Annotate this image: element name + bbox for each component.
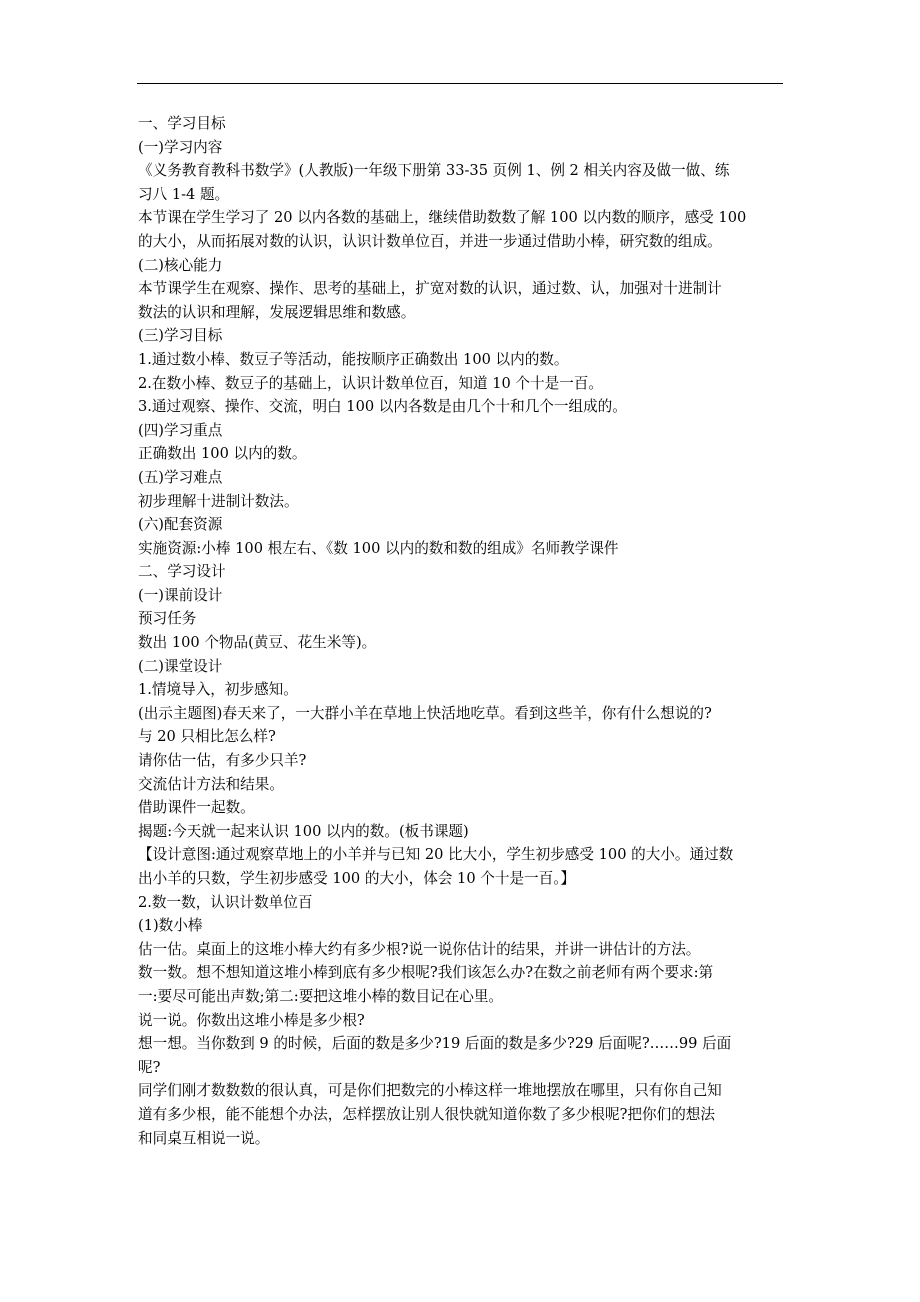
subheading-pre-class: (一)课前设计 [138, 586, 223, 604]
subheading-resources: (六)配套资源 [138, 516, 223, 534]
paragraph-counting-requirements [138, 961, 784, 1008]
text-line: 道有多少根，能不能想个办法，怎样摆放让别人很快就知道你数了多少根呢?把你们的想法 [138, 1105, 715, 1123]
text-line: 估一估。桌面上的这堆小棒大约有多少根?说一说你估计的结果，并讲一讲估计的方法。 [138, 940, 701, 958]
paragraph-textbook-reference [138, 159, 784, 206]
text-line: 借助课件一起数。 [138, 799, 255, 817]
objective-item: 3.通过观察、操作、交流，明白 100 以内各数是由几个十和几个一组成的。 [138, 398, 627, 416]
paragraph-think [138, 1032, 784, 1079]
paragraph-scene-intro [138, 702, 784, 749]
text-line: 【设计意图:通过观察草地上的小羊并与已知 20 比大小，学生初步感受 100 的大小。通过数 [138, 846, 734, 864]
text-line: 与 20 只相比怎么样? [138, 728, 276, 746]
objective-item: 2.在数小棒、数豆子的基础上，认识计数单位百，知道 10 个十是一百。 [138, 374, 603, 392]
text-line: (出示主题图)春天来了，一大群小羊在草地上快活地吃草。看到这些羊，你有什么想说的? [138, 704, 712, 722]
text-line: 的大小，从而拓展对数的认识，认识计数单位百，并进一步通过借助小棒，研究数的组成。 [138, 232, 722, 250]
objective-item: 1.通过数小棒、数豆子等活动，能按顺序正确数出 100 以内的数。 [138, 350, 569, 368]
subheading-key-points: (四)学习重点 [138, 421, 223, 439]
text-line: 请你估一估，有多少只羊? [138, 752, 307, 770]
text-line: 出小羊的只数，学生初步感受 100 的大小，体会 10 个十是一百。】 [138, 870, 576, 887]
step-heading: 2.数一数，认识计数单位百 [138, 893, 313, 911]
subheading-learning-content: (一)学习内容 [138, 138, 223, 156]
header-rule [137, 83, 783, 84]
text-line: 说一说。你数出这堆小棒是多少根? [138, 1011, 365, 1029]
heading-learning-goals: 一、学习目标 [138, 115, 226, 132]
document-body [138, 112, 784, 1150]
text-line: 揭题:今天就一起来认识 100 以内的数。(板书课题) [138, 822, 469, 840]
subheading-difficulties: (五)学习难点 [138, 468, 223, 486]
heading-learning-design: 二、学习设计 [138, 563, 226, 581]
text-line: 数一数。想不想知道这堆小棒到底有多少根呢?我们该怎么办?在数之前老师有两个要求:第 [138, 964, 714, 982]
text-line: 一:要尽可能出声数;第二:要把这堆小棒的数目记在心里。 [138, 987, 504, 1005]
text-line: 正确数出 100 以内的数。 [138, 445, 307, 463]
paragraph-arrangement [138, 1079, 784, 1150]
text-line: 预习任务 [138, 610, 197, 628]
subheading-objectives: (三)学习目标 [138, 327, 223, 345]
text-line: 习八 1-4 题。 [138, 185, 230, 203]
text-line: 数法的认识和理解，发展逻辑思维和数感。 [138, 303, 416, 321]
text-line: 想一想。当你数到 9 的时候，后面的数是多少?19 后面的数是多少?29 后面呢?……99 后面 [138, 1035, 732, 1053]
text-line: 初步理解十进制计数法。 [138, 492, 299, 510]
paragraph-core-ability [138, 277, 784, 324]
text-line: 《义务教育教科书数学》(人教版)一年级下册第 33-35 页例 1、例 2 相关内容及做一做、练 [138, 162, 730, 180]
text-line: 同学们刚才数数数的很认真，可是你们把数完的小棒这样一堆地摆放在哪里，只有你自己知 [138, 1082, 722, 1100]
text-line: 本节课学生在观察、操作、思考的基础上，扩宽对数的认识，通过数、认，加强对十进制计 [138, 280, 722, 298]
step-heading: 1.情境导入，初步感知。 [138, 681, 298, 699]
text-line: 交流估计方法和结果。 [138, 775, 284, 793]
paragraph-design-intent [138, 843, 784, 890]
subheading-core-ability: (二)核心能力 [138, 256, 223, 274]
text-line: 数出 100 个物品(黄豆、花生米等)。 [138, 634, 377, 652]
subheading-in-class: (二)课堂设计 [138, 657, 223, 675]
paragraph-lesson-overview [138, 206, 784, 253]
text-line: 实施资源:小棒 100 根左右、《数 100 以内的数和数的组成》名师教学课件 [138, 539, 619, 557]
substep-heading: (1)数小棒 [138, 917, 203, 935]
text-line: 本节课在学生学习了 20 以内各数的基础上，继续借助数数了解 100 以内数的顺序，感受 100 [138, 209, 747, 227]
text-line: 呢? [138, 1058, 161, 1076]
text-line: 和同桌互相说一说。 [138, 1129, 270, 1147]
